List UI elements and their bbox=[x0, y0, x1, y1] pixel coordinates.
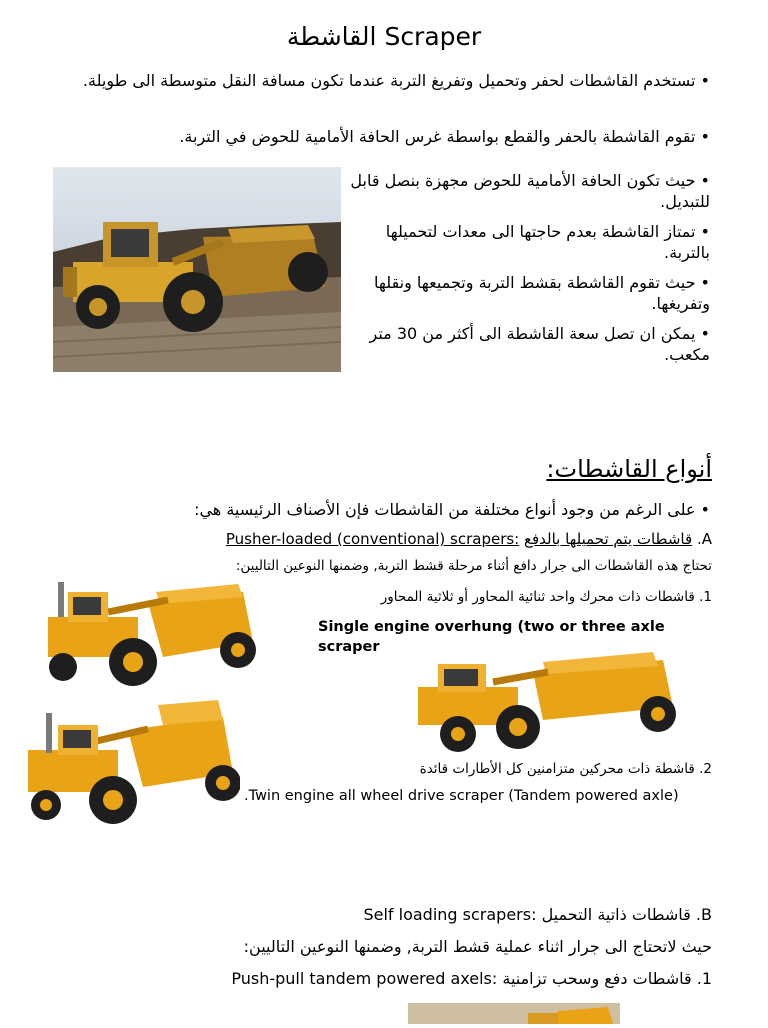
section-a-label: A. bbox=[696, 530, 712, 548]
scraper-model-image-4 bbox=[408, 1003, 620, 1024]
side-bullet-1: • حيث تكون الحافة الأمامية للحوض مجهزة بنصل قابل للتبديل. bbox=[345, 170, 710, 212]
section-b-arabic: قاشطات ذاتية التحميل bbox=[541, 905, 691, 924]
scraper-field-photo bbox=[53, 167, 341, 372]
section-b-label: B. bbox=[695, 905, 712, 924]
section-a-arabic: قاشطات يتم تحميلها بالدفع bbox=[524, 530, 693, 548]
section-a-item-2-arabic: 2. قاشطة ذات محركين متزامنين كل الأطارات قائدة bbox=[419, 761, 712, 777]
intro-bullet-1: • تستخدم القاشطات لحفر وتحميل وتفريغ التربة عندما تكون مسافة النقل متوسطة الى طويلة. bbox=[60, 70, 710, 91]
section-a-item-1-english: Single engine overhung (two or three axle scraper bbox=[318, 619, 665, 655]
section-b-item-1: 1. قاشطات دفع وسحب تزامنية Push-pull tandem powered axels: bbox=[231, 969, 712, 988]
section-b-english: Self loading scrapers: bbox=[363, 905, 537, 924]
section-a-desc: تحتاج هذه القاشطات الى جرار دافع أثناء مرحلة قشط التربة, وضمنها النوعين التاليين: bbox=[235, 558, 712, 574]
item-number: 1. bbox=[696, 969, 712, 988]
side-bullet-2: • تمتاز القاشطة بعدم حاجتها الى معدات لتحميلها بالتربة. bbox=[345, 221, 710, 263]
item-number: 2. bbox=[699, 761, 712, 777]
scraper-model-image-2 bbox=[408, 642, 680, 754]
intro-bullet-2: • تقوم القاشطة بالحفر والقطع بواسطة غرس الحافة الأمامية للحوض في التربة. bbox=[60, 126, 710, 147]
page-title: القاشطة Scraper bbox=[286, 22, 482, 51]
section-b-heading bbox=[200, 905, 712, 925]
section-a-english: Pusher-loaded (conventional) scrapers: bbox=[225, 530, 520, 548]
types-intro: • على الرغم من وجود أنواع مختلفة من القاشطات فإن الأصناف الرئيسية هي: bbox=[60, 499, 710, 520]
section-a-item-2-english: .Twin engine all wheel drive scraper (Tandem powered axle) bbox=[244, 788, 679, 804]
side-bullet-3: • حيث تقوم القاشطة بقشط التربة وتجميعها ونقلها وتفريغها. bbox=[345, 272, 710, 314]
scraper-model-image-3 bbox=[18, 695, 240, 830]
types-heading: أنواع القاشطات: bbox=[546, 455, 712, 483]
side-bullet-4: • يمكن ان تصل سعة القاشطة الى أكثر من 30 متر مكعب. bbox=[345, 323, 710, 365]
item-number: 1. bbox=[699, 589, 712, 605]
scraper-model-image-1 bbox=[38, 572, 260, 692]
section-b-desc: حيث لاتحتاج الى جرار اثناء عملية قشط التربة, وضمنها النوعين التاليين: bbox=[243, 937, 712, 956]
section-a-heading bbox=[150, 529, 712, 549]
section-a-item-1-arabic: 1. قاشطات ذات محرك واحد ثنائية المحاور أو ثلاثية المحاور bbox=[380, 589, 712, 605]
